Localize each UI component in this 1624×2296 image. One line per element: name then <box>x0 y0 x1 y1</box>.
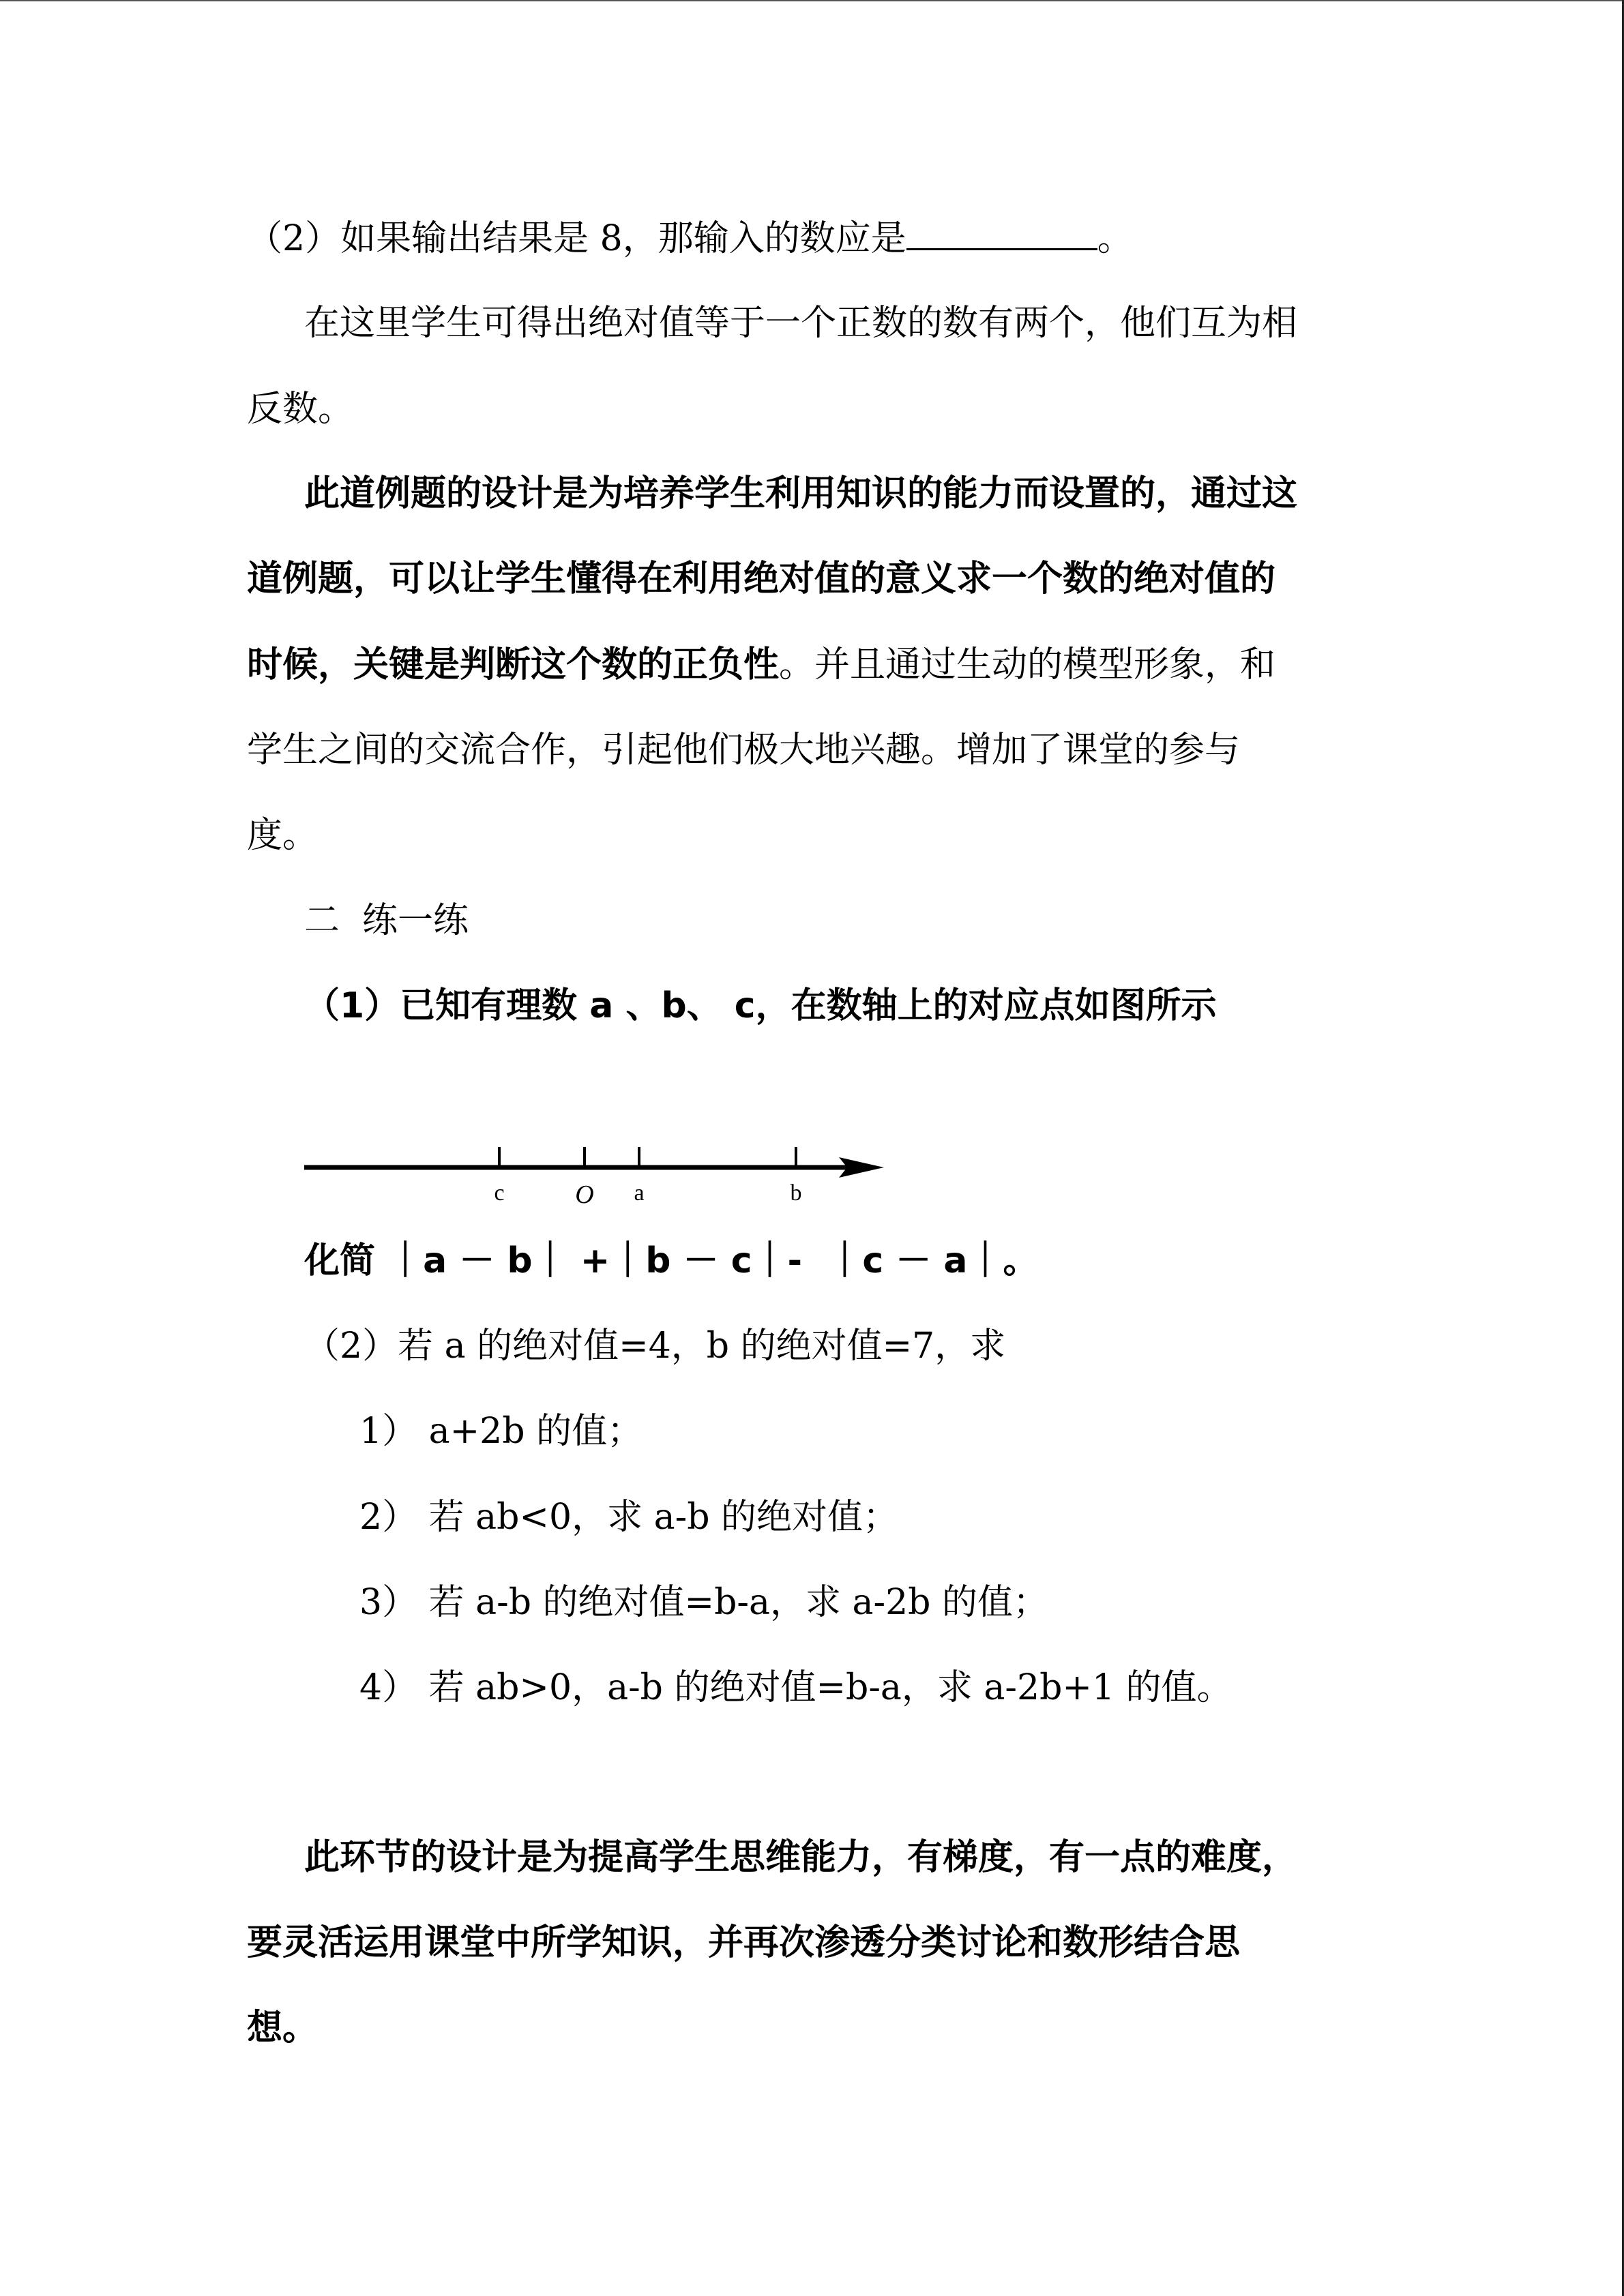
note-line-1: 在这里学生可得出绝对值等于一个正数的数有两个，他们互为相 <box>304 303 1298 344</box>
design-para-2-line-2: 要灵活运用课堂中所学知识，并再次渗透分类讨论和数形结合思 <box>247 1922 1241 1963</box>
question-2-line <box>247 217 1133 260</box>
exercise-2-item: 3） 若 a-b 的绝对值=b-a，求 a-2b 的值； <box>359 1582 1048 1623</box>
design-para-1-line-1: 此道例题的设计是为培养学生利用知识的能力而设置的，通过这 <box>304 473 1298 514</box>
exercise-2: （2）若 a 的绝对值=4，b 的绝对值=7，求 <box>304 1326 1006 1367</box>
design-para-1-line-3 <box>247 643 1275 687</box>
exercise-1: （1）已知有理数 a 、b、 c，在数轴上的对应点如图所示 <box>304 985 1217 1026</box>
design-para-2-line-1: 此环节的设计是为提高学生思维能力，有梯度，有一点的难度， <box>304 1837 1298 1878</box>
design-para-2-line-3: 想。 <box>247 2008 319 2048</box>
label-o: O <box>575 1180 594 1209</box>
label-a: a <box>634 1180 645 1206</box>
exercise-2-item: 2） 若 ab<0，求 a-b 的绝对值； <box>359 1497 899 1538</box>
question-2-text: （2）如果输出结果是 8，那输入的数应是 <box>247 218 906 259</box>
number-line-figure <box>293 1132 907 1214</box>
exercise-2-item: 4） 若 ab>0，a-b 的绝对值=b-a，求 a-2b+1 的值。 <box>359 1667 1232 1708</box>
design-para-1-line-4: 学生之间的交流合作，引起他们极大地兴趣。增加了课堂的参与 <box>247 730 1241 771</box>
label-b: b <box>790 1180 802 1206</box>
label-c: c <box>494 1180 505 1206</box>
section-title: 二 练一练 <box>304 900 469 941</box>
design-key-point: 时候，关键是判断这个数的正负性 <box>247 644 780 685</box>
design-line-3-rest: 。并且通过生动的模型形象，和 <box>779 644 1276 685</box>
simplify-expression: 化简 ｜a － b｜ +｜b － c｜- ｜c － a｜。 <box>304 1240 1039 1281</box>
note-line-2: 反数。 <box>247 389 354 430</box>
design-para-1-line-2: 道例题，可以让学生懂得在利用绝对值的意义求一个数的绝对值的 <box>247 558 1276 599</box>
answer-blank <box>906 218 1097 250</box>
question-2-suffix: 。 <box>1097 218 1133 259</box>
design-para-1-line-5: 度。 <box>247 815 319 856</box>
exercise-2-item: 1） a+2b 的值； <box>359 1411 643 1452</box>
page-top-border <box>0 0 1624 1</box>
